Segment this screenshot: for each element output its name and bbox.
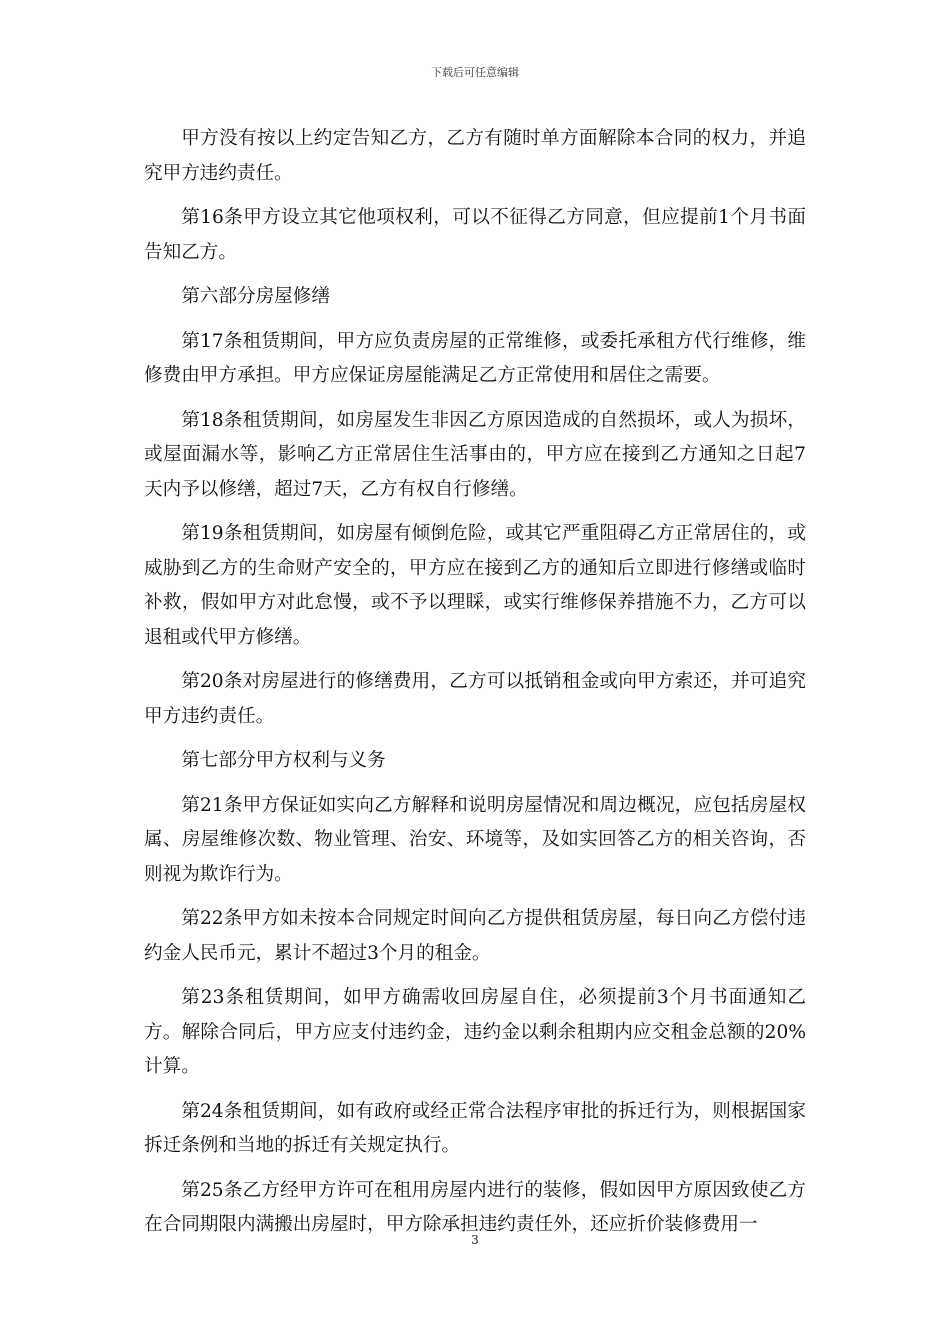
- paragraph: 第21条甲方保证如实向乙方解释和说明房屋情况和周边概况，应包括房屋权属、房屋维修次数、物业管理、治安、环境等，及如实回答乙方的相关咨询，否则视为欺诈行为。: [144, 794, 806, 885]
- paragraph: 第18条租赁期间，如房屋发生非因乙方原因造成的自然损坏，或人为损坏，或屋面漏水等，影响乙方正常居住生活事由的，甲方应在接到乙方通知之日起7天内予以修缮，超过7天，乙方有权自行修缮。: [144, 409, 806, 500]
- page-header: 下载后可任意编辑: [431, 66, 519, 79]
- page-number: 3: [471, 1233, 479, 1247]
- document-body: [144, 122, 806, 1253]
- paragraph: 第20条对房屋进行的修缮费用，乙方可以抵销租金或向甲方索还，并可追究甲方违约责任。: [144, 671, 806, 727]
- paragraph: 甲方没有按以上约定告知乙方，乙方有随时单方面解除本合同的权力，并追究甲方违约责任。: [144, 128, 806, 184]
- section-heading: 第七部分甲方权利与义务: [181, 750, 386, 771]
- paragraph: 第25条乙方经甲方许可在租用房屋内进行的装修，假如因甲方原因致使乙方在合同期限内满搬出房屋时，甲方除承担违约责任外，还应折价装修费用一: [144, 1179, 806, 1235]
- section-heading: 第六部分房屋修缮: [181, 286, 330, 307]
- paragraph: 第24条租赁期间，如有政府或经正常合法程序审批的拆迁行为，则根据国家拆迁条例和当地的拆迁有关规定执行。: [144, 1100, 806, 1156]
- paragraph: 第23条租赁期间，如甲方确需收回房屋自住，必须提前3个月书面通知乙方。解除合同后，甲方应支付违约金，违约金以剩余租期内应交租金总额的20%计算。: [144, 987, 806, 1077]
- paragraph: 第17条租赁期间，甲方应负责房屋的正常维修，或委托承租方代行维修，维修费由甲方承担。甲方应保证房屋能满足乙方正常使用和居住之需要。: [144, 330, 806, 386]
- paragraph: 第16条甲方设立其它他项权利，可以不征得乙方同意，但应提前1个月书面告知乙方。: [144, 207, 806, 263]
- paragraph: 第22条甲方如未按本合同规定时间向乙方提供租赁房屋，每日向乙方偿付违约金人民币元，累计不超过3个月的租金。: [144, 908, 806, 964]
- paragraph: 第19条租赁期间，如房屋有倾倒危险，或其它严重阻碍乙方正常居住的，或威胁到乙方的生命财产安全的，甲方应在接到乙方的通知后立即进行修缮或临时补救，假如甲方对此怠慢，或不予以理睬，或实行维修保养措施不力，乙方可以退租或代甲方修缮。: [144, 523, 806, 648]
